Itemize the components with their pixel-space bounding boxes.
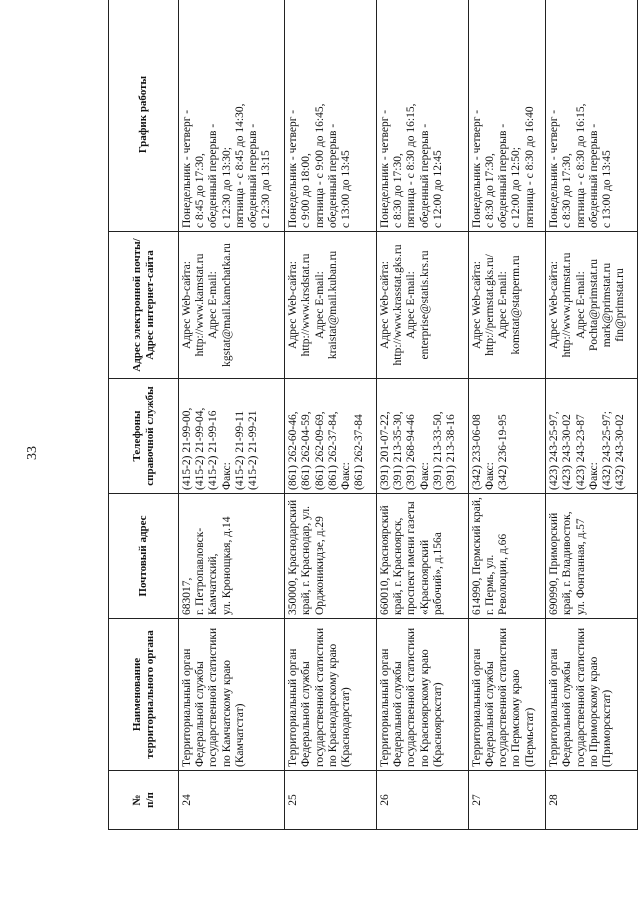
phone-numbers: (415-2) 21-99-00, (415-2) 21-99-04, (415-2) 21-99-16 Факс: (415-2) 21-99-11 (415-2) 21-99-21 (179, 379, 285, 494)
table-row (468, 0, 545, 830)
work-schedule: Понедельник - четверг - с 9:00 до 18:00, пятница - с 9:00 до 16:45, обеденный перерыв - с 13:00 до 13:45 (285, 0, 377, 232)
organ-name: Территориальный орган Федеральной службы государственной статистики по Приморскому краю (Приморскстат) (546, 619, 638, 771)
row-number: 26 (376, 771, 468, 830)
postal-address: 690990, Приморский край, г. Владивосток, ул. Фонтанная, д.57 (546, 494, 638, 619)
phone-numbers: (342) 233-06-08 Факс: (342) 236-19-95 (468, 379, 545, 494)
table-rotation-wrapper (108, 40, 638, 830)
postal-address: 350000, Краснодарский край, г. Краснодар, ул. Орджоникидзе, д.29 (285, 494, 377, 619)
organ-name: Территориальный орган Федеральной службы государственной статистики по Краснодарскому краю (Краснодарстат) (285, 619, 377, 771)
work-schedule: Понедельник - четверг - с 8:45 до 17:30, обеденный перерыв - с 12:30 до 13:30; пятница - с 8:45 до 14:30, обеденный перерыв - с 12:30 до 13:15 (179, 0, 285, 232)
web-and-email: Адрес Web-сайта: http://permstat.gks.ru/ Адрес E-mail: komstat@statperm.ru (468, 232, 545, 379)
phone-numbers: (861) 262-60-46, (861) 262-04-59, (861) 262-09-69, (861) 262-37-84, Факс: (861) 262-37-84 (285, 379, 377, 494)
header-schedule: График работы (109, 0, 179, 232)
page-number: 33 (25, 446, 40, 460)
table-row (376, 0, 468, 830)
territorial-bodies-table (108, 0, 638, 830)
row-number: 24 (179, 771, 285, 830)
organ-name: Территориальный орган Федеральной службы государственной статистики по Камчатскому краю (Камчатстат) (179, 619, 285, 771)
work-schedule: Понедельник - четверг - с 8:30 до 17:30, пятница - с 8:30 до 16:15, обеденный перерыв - с 12:00 до 12:45 (376, 0, 468, 232)
phone-numbers: (391) 201-07-22, (391) 213-35-30, (391) 268-94-46 Факс: (391) 213-33-50, (391) 213-38-16 (376, 379, 468, 494)
postal-address: 660010, Красноярский край, г. Красноярск, проспект имени газеты «Красноярский рабочий», д.156а (376, 494, 468, 619)
header-name: Наименование территориального органа (109, 619, 179, 771)
work-schedule: Понедельник - четверг - с 8:30 до 17:30, обеденный перерыв - с 12:00 до 12:50; пятница - с 8:30 до 16:40 (468, 0, 545, 232)
web-and-email: Адрес Web-сайта: http://www.krsdstat.ru Адрес E-mail: kraistat@mail.kuban.ru (285, 232, 377, 379)
postal-address: 683017, г. Петропавловск-Камчатский, ул. Кронощкая, д.14 (179, 494, 285, 619)
header-email-website: Адрес электронной почты/ Адрес интернет-сайта (109, 232, 179, 379)
table-header-row (109, 0, 179, 830)
web-and-email: Адрес Web-сайта: http://www.krasstat.gks.ru Адрес E-mail: enterprise@statis.krs.ru (376, 232, 468, 379)
header-postal-address: Почтовый адрес (109, 494, 179, 619)
organ-name: Территориальный орган Федеральной службы государственной статистики по Пермскому краю (Пермьстат) (468, 619, 545, 771)
phone-numbers: (423) 243-25-97, (423) 243-30-02 (423) 243-23-87 Факс: (432) 243-25-97; (432) 243-30-02 (546, 379, 638, 494)
table-row (546, 0, 638, 830)
row-number: 25 (285, 771, 377, 830)
table-row (285, 0, 377, 830)
web-and-email: Адрес Web-сайта: http://www.kamstat.ru Адрес E-mail: kgstat@mail.kamchatka.ru (179, 232, 285, 379)
row-number: 28 (546, 771, 638, 830)
header-number: № п/п (109, 771, 179, 830)
row-number: 27 (468, 771, 545, 830)
organ-name: Территориальный орган Федеральной службы государственной статистики по Красноярскому краю (Красноярскстат) (376, 619, 468, 771)
web-and-email: Адрес Web-сайта: http://www.primstat.ru Адрес E-mail: Pochta@primstat.ru mark@primstat.ru fin@primstat.ru (546, 232, 638, 379)
work-schedule: Понедельник - четверг - с 8:30 до 17:30, пятница - с 8:30 до 16:15, обеденный перерыв - с 13:00 до 13:45 (546, 0, 638, 232)
table-row (179, 0, 285, 830)
header-phones: Телефоны справочной службы (109, 379, 179, 494)
postal-address: 614990, Пермский край, г. Пермь, ул. Революции, д.66 (468, 494, 545, 619)
